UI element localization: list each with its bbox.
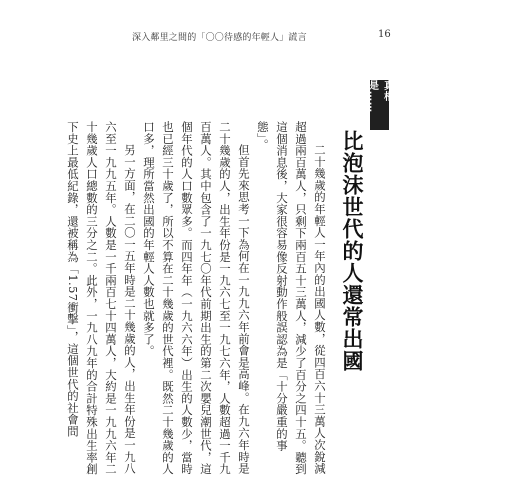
running-head: 深入鄰里之間的「〇〇待感的年輕人」謊言 <box>132 33 307 43</box>
paragraph: 但首先來思考一下為何在一九九六年前會是高峰。在九六年時是二十幾歲的人，出生年份是一九六七至一九七六年，人數超過一千九百萬人。其中包含了一九七〇年代前期出生的第二次嬰兒潮世代，這個年代的人口數眾多。而四年年（一九六六年）出生的人數少，當時也已經三十歲了，所以不算在二十幾歲的世代裡。既然二十幾歲的人口多，理所當然出國的年輕人人數也就多了。 <box>142 121 251 475</box>
section-tag: 真相是…… <box>370 80 389 130</box>
section-title: 比泡沫世代的人還常出國 <box>340 130 364 372</box>
paragraph: 另一方面，在二〇一五年時是二十幾歲的人，出生年份是一九八六至一九九五年。人數是一千兩百七十四萬人，大約是一九九六年二十幾歲人口總數的三分之二。此外，一九八九年的合計特殊出生率創下史上最低紀錄，還被稱為「1.57衝擊」，這個世代的社會問 <box>66 121 137 475</box>
paragraph: 二十幾歲的年輕人一年內的出國人數，從四百六十三萬人次銳減超過兩百萬人，只剩下兩百五十三萬人，減少了百分之四十五。聽到這個消息後，大家很容易像反射動作般誤認為是「十分嚴重的事態」。 <box>256 121 327 475</box>
page-number: 16 <box>378 29 391 40</box>
section-heading <box>338 72 398 467</box>
body-text <box>66 121 329 479</box>
